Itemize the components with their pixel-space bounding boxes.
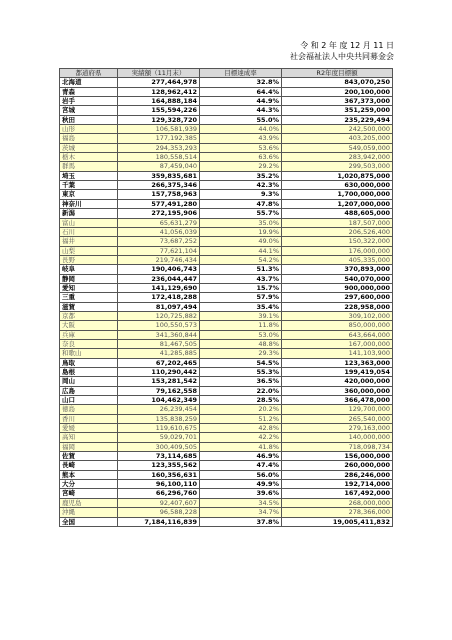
achievement-rate-cell: 35.4% — [200, 302, 282, 311]
actual-amount-cell: 65,631,279 — [118, 218, 200, 227]
prefecture-cell: 広島 — [60, 386, 118, 395]
target-amount-cell: 403,205,000 — [282, 134, 393, 143]
actual-amount-cell: 153,281,542 — [118, 377, 200, 386]
prefecture-cell: 青森 — [60, 87, 118, 96]
target-amount-cell: 360,000,000 — [282, 386, 393, 395]
target-amount-cell: 540,070,000 — [282, 274, 393, 283]
prefecture-cell: 宮城 — [60, 106, 118, 115]
table-row — [60, 283, 393, 292]
table-row — [60, 358, 393, 367]
target-amount-cell: 199,419,054 — [282, 368, 393, 377]
actual-amount-cell: 272,195,906 — [118, 209, 200, 218]
prefecture-cell: 山形 — [60, 125, 118, 134]
actual-amount-cell: 135,838,259 — [118, 414, 200, 423]
table-row — [60, 265, 393, 274]
achievement-rate-cell: 39.6% — [200, 489, 282, 498]
table-row — [60, 162, 393, 171]
achievement-rate-cell: 46.9% — [200, 452, 282, 461]
target-amount-cell: 488,605,000 — [282, 209, 393, 218]
table-row — [60, 181, 393, 190]
prefecture-cell: 宮崎 — [60, 489, 118, 498]
actual-amount-cell: 104,462,349 — [118, 396, 200, 405]
prefecture-cell: 全国 — [60, 517, 118, 526]
target-amount-cell: 192,714,000 — [282, 480, 393, 489]
prefecture-cell: 香川 — [60, 414, 118, 423]
actual-amount-cell: 77,621,104 — [118, 246, 200, 255]
target-amount-cell: 167,000,000 — [282, 339, 393, 348]
target-amount-cell: 167,492,000 — [282, 489, 393, 498]
target-amount-cell: 150,322,000 — [282, 237, 393, 246]
actual-amount-cell: 81,467,505 — [118, 339, 200, 348]
target-amount-cell: 140,000,000 — [282, 433, 393, 442]
target-amount-cell: 1,020,875,000 — [282, 171, 393, 180]
table-row — [60, 377, 393, 386]
prefecture-cell: 島根 — [60, 368, 118, 377]
actual-amount-cell: 106,581,939 — [118, 125, 200, 134]
target-amount-cell: 187,507,000 — [282, 218, 393, 227]
table-row — [60, 246, 393, 255]
achievement-rate-cell: 53.6% — [200, 143, 282, 152]
achievement-rate-cell: 29.3% — [200, 349, 282, 358]
target-amount-cell: 1,700,000,000 — [282, 190, 393, 199]
achievement-rate-cell: 53.0% — [200, 330, 282, 339]
target-amount-cell: 420,000,000 — [282, 377, 393, 386]
actual-amount-cell: 41,285,885 — [118, 349, 200, 358]
prefecture-cell: 徳島 — [60, 405, 118, 414]
achievement-rate-cell: 44.3% — [200, 106, 282, 115]
actual-amount-cell: 92,407,607 — [118, 498, 200, 507]
actual-amount-cell: 177,192,385 — [118, 134, 200, 143]
prefecture-cell: 奈良 — [60, 339, 118, 348]
actual-amount-cell: 577,491,280 — [118, 199, 200, 208]
achievement-rate-cell: 44.9% — [200, 97, 282, 106]
achievement-rate-cell: 54.5% — [200, 358, 282, 367]
actual-amount-cell: 155,594,226 — [118, 106, 200, 115]
target-amount-cell: 643,664,000 — [282, 330, 393, 339]
target-amount-cell: 850,000,000 — [282, 321, 393, 330]
prefecture-cell: 鳥取 — [60, 358, 118, 367]
actual-amount-cell: 87,459,040 — [118, 162, 200, 171]
actual-amount-cell: 300,409,505 — [118, 442, 200, 451]
achievement-rate-cell: 43.9% — [200, 134, 282, 143]
target-amount-cell: 1,207,000,000 — [282, 199, 393, 208]
achievement-rate-cell: 43.7% — [200, 274, 282, 283]
table-row — [60, 461, 393, 470]
table-row — [60, 125, 393, 134]
actual-amount-cell: 164,888,184 — [118, 97, 200, 106]
target-amount-cell: 228,958,000 — [282, 302, 393, 311]
table-row — [60, 199, 393, 208]
achievement-rate-cell: 44.1% — [200, 246, 282, 255]
prefecture-cell: 京都 — [60, 311, 118, 320]
target-amount-cell: 370,893,000 — [282, 265, 393, 274]
table-row — [60, 321, 393, 330]
target-amount-cell: 286,246,000 — [282, 470, 393, 479]
actual-amount-cell: 236,044,447 — [118, 274, 200, 283]
achievement-rate-cell: 15.7% — [200, 283, 282, 292]
achievement-rate-cell: 28.5% — [200, 396, 282, 405]
target-amount-cell: 129,700,000 — [282, 405, 393, 414]
actual-amount-cell: 7,184,116,839 — [118, 517, 200, 526]
prefecture-cell: 大分 — [60, 480, 118, 489]
table-row — [60, 87, 393, 96]
prefecture-cell: 岩手 — [60, 97, 118, 106]
actual-amount-cell: 172,418,288 — [118, 293, 200, 302]
table-row — [60, 508, 393, 517]
table-total-row — [60, 517, 393, 526]
achievement-rate-cell: 57.9% — [200, 293, 282, 302]
achievement-rate-cell: 29.2% — [200, 162, 282, 171]
target-amount-cell: 268,000,000 — [282, 498, 393, 507]
actual-amount-cell: 219,746,434 — [118, 255, 200, 264]
target-amount-cell: 367,373,000 — [282, 97, 393, 106]
achievement-rate-cell: 51.3% — [200, 265, 282, 274]
achievement-rate-cell: 42.3% — [200, 181, 282, 190]
actual-amount-cell: 341,360,844 — [118, 330, 200, 339]
target-amount-cell: 278,366,000 — [282, 508, 393, 517]
target-amount-cell: 242,500,000 — [282, 125, 393, 134]
table-row — [60, 480, 393, 489]
actual-amount-cell: 110,290,442 — [118, 368, 200, 377]
actual-amount-cell: 128,962,412 — [118, 87, 200, 96]
table-row — [60, 349, 393, 358]
target-amount-cell: 299,503,000 — [282, 162, 393, 171]
prefecture-cell: 佐賀 — [60, 452, 118, 461]
prefecture-cell: 福岡 — [60, 442, 118, 451]
table-row — [60, 255, 393, 264]
prefecture-cell: 福井 — [60, 237, 118, 246]
achievement-rate-cell: 20.2% — [200, 405, 282, 414]
target-amount-cell: 718,098,734 — [282, 442, 393, 451]
table-row — [60, 470, 393, 479]
achievement-rate-cell: 64.4% — [200, 87, 282, 96]
actual-amount-cell: 190,406,743 — [118, 265, 200, 274]
target-amount-cell: 156,000,000 — [282, 452, 393, 461]
prefecture-cell: 静岡 — [60, 274, 118, 283]
table-row — [60, 498, 393, 507]
table-row — [60, 78, 393, 87]
table-row — [60, 396, 393, 405]
prefecture-cell: 長野 — [60, 255, 118, 264]
actual-amount-cell: 79,162,558 — [118, 386, 200, 395]
target-amount-cell: 176,000,000 — [282, 246, 393, 255]
actual-amount-cell: 120,725,882 — [118, 311, 200, 320]
table-header-row — [60, 69, 393, 78]
table-row — [60, 433, 393, 442]
prefecture-cell: 兵庫 — [60, 330, 118, 339]
actual-amount-cell: 160,356,631 — [118, 470, 200, 479]
achievement-rate-cell: 55.0% — [200, 115, 282, 124]
target-amount-cell: 279,163,000 — [282, 424, 393, 433]
table-row — [60, 106, 393, 115]
prefecture-cell: 新潟 — [60, 209, 118, 218]
table-row — [60, 368, 393, 377]
actual-amount-cell: 66,296,760 — [118, 489, 200, 498]
prefecture-cell: 栃木 — [60, 153, 118, 162]
target-amount-cell: 405,335,000 — [282, 255, 393, 264]
achievement-rate-cell: 42.8% — [200, 424, 282, 433]
achievement-rate-cell: 37.8% — [200, 517, 282, 526]
target-amount-cell: 206,526,400 — [282, 227, 393, 236]
table-row — [60, 209, 393, 218]
actual-amount-cell: 96,588,228 — [118, 508, 200, 517]
prefecture-cell: 大阪 — [60, 321, 118, 330]
prefecture-cell: 長崎 — [60, 461, 118, 470]
achievement-rate-cell: 34.5% — [200, 498, 282, 507]
actual-amount-cell: 41,056,039 — [118, 227, 200, 236]
prefecture-cell: 和歌山 — [60, 349, 118, 358]
table-row — [60, 293, 393, 302]
actual-amount-cell: 67,202,465 — [118, 358, 200, 367]
target-amount-cell: 141,103,900 — [282, 349, 393, 358]
table-row — [60, 424, 393, 433]
target-amount-cell: 366,478,000 — [282, 396, 393, 405]
actual-amount-cell: 59,029,701 — [118, 433, 200, 442]
prefecture-cell: 沖縄 — [60, 508, 118, 517]
prefecture-cell: 千葉 — [60, 181, 118, 190]
actual-amount-cell: 141,129,690 — [118, 283, 200, 292]
actual-amount-cell: 73,687,252 — [118, 237, 200, 246]
table-row — [60, 227, 393, 236]
achievement-rate-cell: 41.8% — [200, 442, 282, 451]
achievement-rate-cell: 49.9% — [200, 480, 282, 489]
target-amount-cell: 351,259,000 — [282, 106, 393, 115]
organization-name: 社会福祉法人中央共同募金会 — [290, 52, 394, 61]
prefecture-cell: 山梨 — [60, 246, 118, 255]
prefecture-cell: 岡山 — [60, 377, 118, 386]
table-row — [60, 386, 393, 395]
table-row — [60, 153, 393, 162]
actual-amount-cell: 180,558,514 — [118, 153, 200, 162]
actual-amount-cell: 119,610,675 — [118, 424, 200, 433]
column-header-target: R2年度目標額 — [282, 69, 393, 78]
target-amount-cell: 630,000,000 — [282, 181, 393, 190]
report-date: 令 和 2 年 度 12 月 11 日 — [300, 41, 394, 50]
table-row — [60, 190, 393, 199]
achievement-rate-cell: 51.2% — [200, 414, 282, 423]
table-row — [60, 171, 393, 180]
achievement-rate-cell: 56.0% — [200, 470, 282, 479]
table-row — [60, 330, 393, 339]
prefecture-cell: 石川 — [60, 227, 118, 236]
target-amount-cell: 900,000,000 — [282, 283, 393, 292]
column-header-rate: 目標達成率 — [200, 69, 282, 78]
prefecture-cell: 滋賀 — [60, 302, 118, 311]
actual-amount-cell: 96,100,110 — [118, 480, 200, 489]
table-row — [60, 311, 393, 320]
actual-amount-cell: 294,353,293 — [118, 143, 200, 152]
table-row — [60, 489, 393, 498]
actual-amount-cell: 266,375,346 — [118, 181, 200, 190]
table-row — [60, 405, 393, 414]
target-amount-cell: 235,229,494 — [282, 115, 393, 124]
actual-amount-cell: 123,355,562 — [118, 461, 200, 470]
table-row — [60, 302, 393, 311]
prefecture-cell: 愛媛 — [60, 424, 118, 433]
target-amount-cell: 549,059,000 — [282, 143, 393, 152]
prefecture-cell: 富山 — [60, 218, 118, 227]
actual-amount-cell: 129,328,720 — [118, 115, 200, 124]
table-row — [60, 97, 393, 106]
prefecture-cell: 神奈川 — [60, 199, 118, 208]
table-row — [60, 414, 393, 423]
achievement-rate-cell: 9.3% — [200, 190, 282, 199]
prefecture-cell: 岐阜 — [60, 265, 118, 274]
table-row — [60, 115, 393, 124]
table-row — [60, 143, 393, 152]
prefecture-cell: 埼玉 — [60, 171, 118, 180]
actual-amount-cell: 81,097,494 — [118, 302, 200, 311]
target-amount-cell: 265,540,000 — [282, 414, 393, 423]
achievement-rate-cell: 32.8% — [200, 78, 282, 87]
actual-amount-cell: 26,239,454 — [118, 405, 200, 414]
achievement-rate-cell: 11.8% — [200, 321, 282, 330]
prefecture-cell: 熊本 — [60, 470, 118, 479]
prefecture-cell: 北海道 — [60, 78, 118, 87]
actual-amount-cell: 277,464,978 — [118, 78, 200, 87]
table-row — [60, 452, 393, 461]
table-row — [60, 218, 393, 227]
prefecture-cell: 山口 — [60, 396, 118, 405]
target-amount-cell: 283,942,000 — [282, 153, 393, 162]
donation-results-table — [59, 68, 393, 527]
table-row — [60, 134, 393, 143]
achievement-rate-cell: 34.7% — [200, 508, 282, 517]
prefecture-cell: 鹿児島 — [60, 498, 118, 507]
prefecture-cell: 秋田 — [60, 115, 118, 124]
table-row — [60, 274, 393, 283]
target-amount-cell: 260,000,000 — [282, 461, 393, 470]
target-amount-cell: 309,102,000 — [282, 311, 393, 320]
target-amount-cell: 200,100,000 — [282, 87, 393, 96]
target-amount-cell: 123,363,000 — [282, 358, 393, 367]
achievement-rate-cell: 55.3% — [200, 368, 282, 377]
prefecture-cell: 三重 — [60, 293, 118, 302]
achievement-rate-cell: 39.1% — [200, 311, 282, 320]
target-amount-cell: 297,600,000 — [282, 293, 393, 302]
table-row — [60, 237, 393, 246]
achievement-rate-cell: 19.9% — [200, 227, 282, 236]
table-row — [60, 442, 393, 451]
achievement-rate-cell: 49.0% — [200, 237, 282, 246]
actual-amount-cell: 157,758,963 — [118, 190, 200, 199]
achievement-rate-cell: 47.4% — [200, 461, 282, 470]
target-amount-cell: 19,005,411,832 — [282, 517, 393, 526]
prefecture-cell: 愛知 — [60, 283, 118, 292]
actual-amount-cell: 359,835,681 — [118, 171, 200, 180]
achievement-rate-cell: 55.7% — [200, 209, 282, 218]
prefecture-cell: 福島 — [60, 134, 118, 143]
table-row — [60, 339, 393, 348]
actual-amount-cell: 73,114,685 — [118, 452, 200, 461]
achievement-rate-cell: 42.2% — [200, 433, 282, 442]
column-header-actual: 実績額（11月末） — [118, 69, 200, 78]
achievement-rate-cell: 63.6% — [200, 153, 282, 162]
achievement-rate-cell: 35.0% — [200, 218, 282, 227]
achievement-rate-cell: 54.2% — [200, 255, 282, 264]
actual-amount-cell: 100,550,573 — [118, 321, 200, 330]
target-amount-cell: 843,070,250 — [282, 78, 393, 87]
prefecture-cell: 群馬 — [60, 162, 118, 171]
achievement-rate-cell: 36.5% — [200, 377, 282, 386]
achievement-rate-cell: 22.0% — [200, 386, 282, 395]
prefecture-cell: 茨城 — [60, 143, 118, 152]
achievement-rate-cell: 48.8% — [200, 339, 282, 348]
column-header-prefecture: 都道府県 — [60, 69, 118, 78]
achievement-rate-cell: 47.8% — [200, 199, 282, 208]
achievement-rate-cell: 44.0% — [200, 125, 282, 134]
prefecture-cell: 高知 — [60, 433, 118, 442]
prefecture-cell: 東京 — [60, 190, 118, 199]
achievement-rate-cell: 35.2% — [200, 171, 282, 180]
